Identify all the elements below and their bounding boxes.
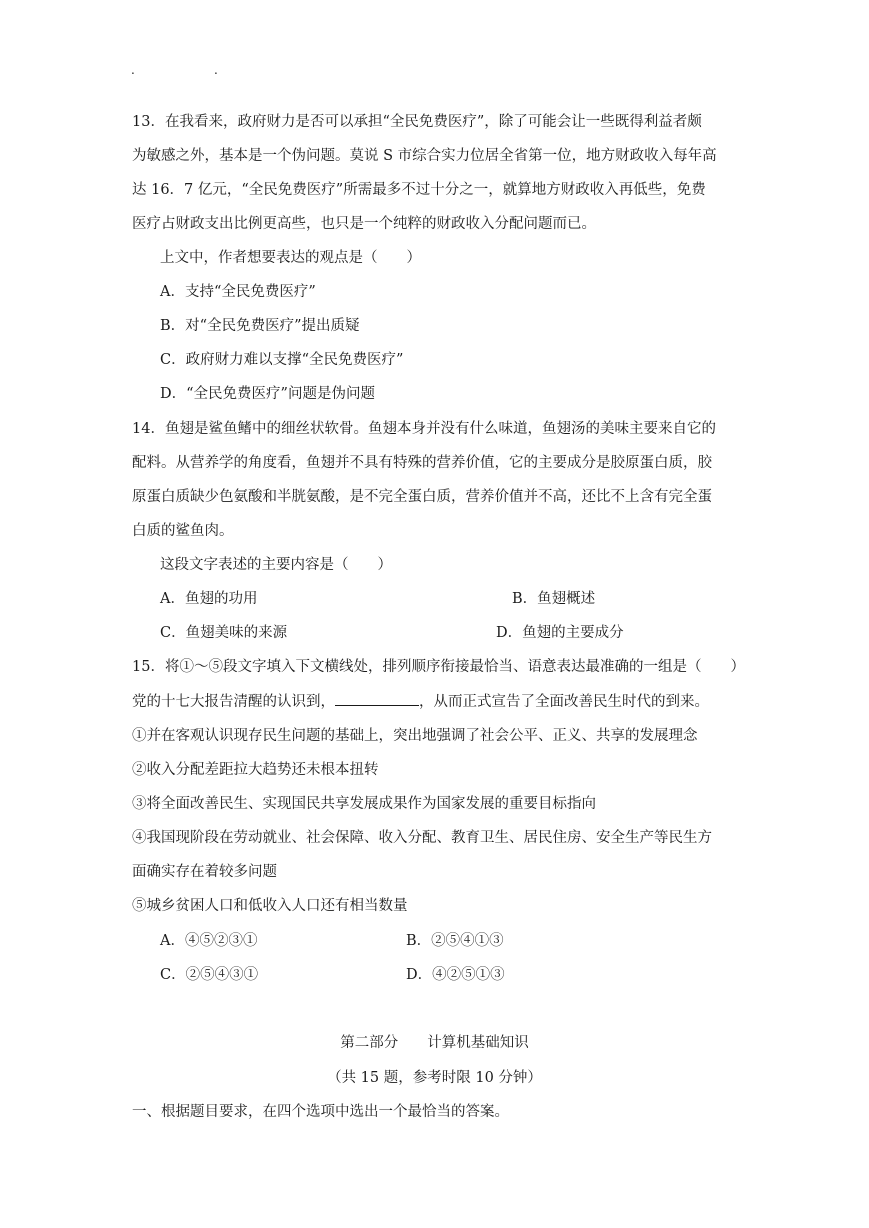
question-13-option-a: A．支持“全民免费医疗” xyxy=(160,284,316,300)
header-dot-right: . xyxy=(214,63,218,77)
part-two-subtitle: （共 15 题，参考时限 10 分钟） xyxy=(327,1070,542,1086)
question-15-item-3: ③将全面改善民生、实现国民共享发展成果作为国家发展的重要目标指向 xyxy=(132,796,596,812)
question-14-option-a: A．鱼翅的功用 xyxy=(160,591,258,607)
question-15-option-a: A．④⑤②③① xyxy=(160,933,258,949)
question-15-sentence xyxy=(132,691,709,712)
question-13-line: 达 16．7 亿元，“全民免费医疗”所需最多不过十分之一，就算地方财政收入再低些，免费 xyxy=(132,182,706,198)
sentence-before: 党的十七大报告清醒的认识到， xyxy=(132,694,335,710)
question-15-item-4: ④我国现阶段在劳动就业、社会保障、收入分配、教育卫生、居民住房、安全生产等民生方 xyxy=(132,830,712,846)
question-15-item-4-cont: 面确实存在着较多问题 xyxy=(132,864,277,880)
question-15-item-5: ⑤城乡贫困人口和低收入人口还有相当数量 xyxy=(132,898,408,914)
question-13-option-c: C．政府财力难以支撑“全民免费医疗” xyxy=(160,352,404,368)
question-14-line: 配料。从营养学的角度看，鱼翅并不具有特殊的营养价值，它的主要成分是胶原蛋白质，胶 xyxy=(132,455,712,471)
question-13-line: 13．在我看来，政府财力是否可以承担“全民免费医疗”，除了可能会让一些既得利益者颇 xyxy=(132,114,702,130)
question-14-option-d: D．鱼翅的主要成分 xyxy=(496,625,624,641)
header-dot-left: . xyxy=(131,63,135,77)
question-13-stem: 上文中，作者想要表达的观点是（ ） xyxy=(160,250,421,266)
question-13-line: 医疗占财政支出比例更高些，也只是一个纯粹的财政收入分配问题而已。 xyxy=(132,216,596,232)
question-14-line: 原蛋白质缺少色氨酸和半胱氨酸，是不完全蛋白质，营养价值并不高，还比不上含有完全蛋 xyxy=(132,489,712,505)
question-14-line: 白质的鲨鱼肉。 xyxy=(132,523,234,539)
question-14-stem: 这段文字表述的主要内容是（ ） xyxy=(160,557,392,573)
question-14-option-c: C．鱼翅美味的来源 xyxy=(160,625,288,641)
fill-in-blank xyxy=(335,691,419,706)
question-14-line: 14．鱼翅是鲨鱼鳍中的细丝状软骨。鱼翅本身并没有什么味道，鱼翅汤的美味主要来自它的 xyxy=(132,421,716,437)
question-15-item-1: ①并在客观认识现存民生问题的基础上，突出地强调了社会公平、正义、共享的发展理念 xyxy=(132,728,698,744)
sentence-after: ，从而正式宣告了全面改善民生时代的到来。 xyxy=(419,694,709,710)
question-13-option-d: D．“全民免费医疗”问题是伪问题 xyxy=(160,386,375,402)
part-two-title: 第二部分 计算机基础知识 xyxy=(340,1035,529,1051)
part-two-instruction: 一、根据题目要求，在四个选项中选出一个最恰当的答案。 xyxy=(132,1104,509,1120)
question-15-option-b: B．②⑤④①③ xyxy=(406,933,504,949)
question-15-option-c: C．②⑤④③① xyxy=(160,967,259,983)
question-14-option-b: B．鱼翅概述 xyxy=(512,591,596,607)
question-15-option-d: D．④②⑤①③ xyxy=(406,967,505,983)
question-15-title: 15．将①～⑤段文字填入下文横线处，排列顺序衔接最恰当、语意表达最准确的一组是（ ） xyxy=(132,659,745,675)
question-15-item-2: ②收入分配差距拉大趋势还未根本扭转 xyxy=(132,762,379,778)
question-13-option-b: B．对“全民免费医疗”提出质疑 xyxy=(160,318,360,334)
question-13-line: 为敏感之外，基本是一个伪问题。莫说 S 市综合实力位居全省第一位，地方财政收入每年高 xyxy=(132,148,717,164)
